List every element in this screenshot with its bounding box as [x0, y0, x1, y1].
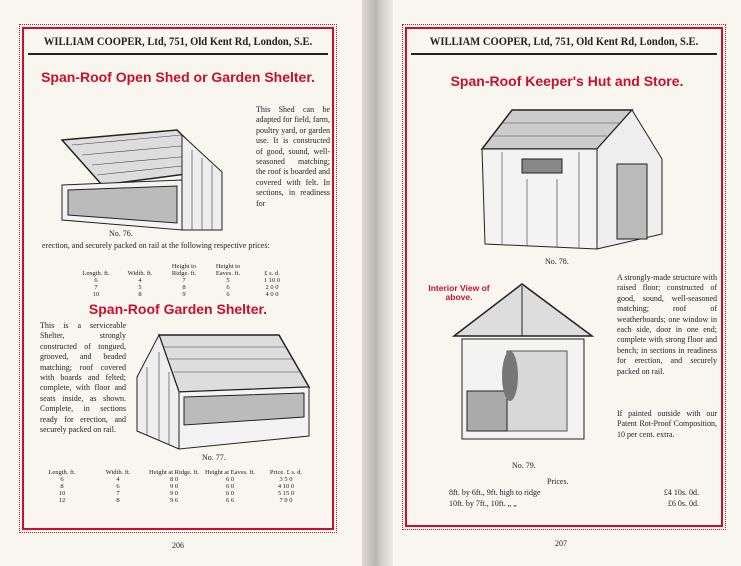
cell: 9 6 [169, 497, 179, 504]
col-header: Height to Eaves. ft. [215, 263, 241, 277]
product-title-keepers-hut: Span-Roof Keeper's Hut and Store. [450, 73, 684, 89]
col-header: Length. ft. [48, 469, 76, 476]
price-value: £4 10s. 0d. [663, 488, 699, 497]
table-row [74, 284, 294, 291]
cell: 6 [226, 284, 230, 291]
open-shed-description: This Shed can be adapted for field, farm, poultry yard, or garden use. It is constructed of good, sound, well-seasoned matching; the roof is boarded and covered with felt. In sections, in readiness for [256, 105, 330, 208]
cell: 4 [116, 476, 120, 483]
cell: 6 [60, 476, 64, 483]
open-shed-description-cont: erection, and securely packed on rail at the following respective prices: [42, 241, 270, 250]
book-gutter [362, 0, 393, 566]
cell: 3 5 0 [279, 476, 293, 483]
right-page-frame [405, 27, 723, 527]
table-row [74, 277, 294, 284]
cell: 6 6 [225, 497, 235, 504]
table-row [34, 490, 314, 497]
header-rule [28, 53, 328, 55]
col-header: Price. £ s. d. [269, 469, 303, 476]
table-row [74, 291, 294, 298]
page-number: 207 [555, 539, 567, 548]
cell: 6 [94, 277, 98, 284]
col-header: £ s. d. [264, 270, 280, 277]
cell: 10 [58, 490, 66, 497]
cell: 7 [94, 284, 98, 291]
page-header: WILLIAM COOPER, Ltd, 751, Old Kent Rd, London, S.E. [429, 34, 699, 48]
col-header: Width. ft. [127, 270, 153, 277]
cell: 4 0 0 [265, 291, 279, 298]
left-page [0, 0, 362, 566]
table-row [34, 497, 314, 504]
garden-shelter-illustration [129, 321, 329, 451]
cell: 7 [116, 490, 120, 497]
price-size: 8ft. by 6ft., 9ft. high to ridge [449, 488, 541, 497]
figure-caption-77: No. 77. [202, 453, 226, 462]
interior-view-label: Interior View of above. [428, 283, 490, 302]
cell: 4 10 0 [277, 483, 295, 490]
product-title-garden-shelter: Span-Roof Garden Shelter. [88, 301, 268, 317]
cell: 4 [138, 277, 142, 284]
cell: 9 0 [169, 490, 179, 497]
open-shed-illustration [32, 95, 254, 235]
header-rule [411, 53, 717, 55]
price-value: £6 0s. 0d. [667, 499, 699, 508]
left-page-frame [22, 27, 334, 530]
cell: 6 0 [225, 483, 235, 490]
prices-heading: Prices. [547, 477, 569, 486]
price-row [449, 499, 699, 508]
figure-caption-78: No. 78. [545, 257, 569, 266]
col-header: Length. ft. [82, 270, 110, 277]
cell: 6 0 [225, 476, 235, 483]
price-size: 10ft. by 7ft., 10ft. „ „ [449, 499, 517, 508]
cell: 9 0 [169, 483, 179, 490]
figure-caption-79: No. 79. [512, 461, 536, 470]
keepers-hut-illustration [467, 107, 667, 252]
garden-shelter-price-table [34, 469, 314, 504]
figure-caption-76: No. 76. [109, 229, 133, 238]
cell: 8 [116, 497, 120, 504]
rot-proof-note: If painted outside with our Patent Rot-Proof Composition, 10 per cent. extra. [617, 409, 717, 439]
cell: 6 0 [225, 490, 235, 497]
cell: 5 [138, 284, 142, 291]
cell: 7 0 0 [279, 497, 293, 504]
garden-shelter-description: This is a serviceable Shelter, strongly constructed of tongued, grooved, and beaded matching; roof covered with boards and felted; complete, with floor and seats inside, as shown. Complete, in sections ready for erection, and securely packed on rail. [40, 321, 126, 435]
cell: 8 0 [169, 476, 179, 483]
cell: 5 15 0 [277, 490, 295, 497]
open-shed-price-table [74, 263, 294, 298]
cell: 10 [92, 291, 100, 298]
cell: 2 0 0 [265, 284, 279, 291]
interior-view-illustration [452, 281, 602, 456]
page-number: 206 [172, 541, 184, 550]
cell: 5 [226, 277, 230, 284]
cell: 8 [138, 291, 142, 298]
col-header: Height at Eaves. ft. [205, 469, 255, 476]
col-header: Width. ft. [105, 469, 131, 476]
cell: 6 [226, 291, 230, 298]
cell: 9 [182, 291, 186, 298]
table-row [34, 483, 314, 490]
cell: 8 [60, 483, 64, 490]
page-header: WILLIAM COOPER, Ltd, 751, Old Kent Rd, London, S.E. [43, 34, 313, 48]
cell: 1 10 0 [263, 277, 281, 284]
table-row [34, 476, 314, 483]
price-row [449, 488, 699, 497]
cell: 6 [116, 483, 120, 490]
cell: 7 [182, 277, 186, 284]
col-header: Height to Ridge. ft. [171, 263, 197, 277]
product-title-open-shed: Span-Roof Open Shed or Garden Shelter. [41, 69, 315, 85]
cell: 8 [182, 284, 186, 291]
col-header: Height at Ridge. ft. [149, 469, 200, 476]
keepers-hut-description: A strongly-made structure with raised floor; constructed of good, sound, well-seasoned matching; roof of weatherboards; one window in each side, door in one end; complete with strong floor and bench; in sections in readiness for erection, and securely packed on rail. [617, 273, 717, 376]
cell: 12 [58, 497, 66, 504]
